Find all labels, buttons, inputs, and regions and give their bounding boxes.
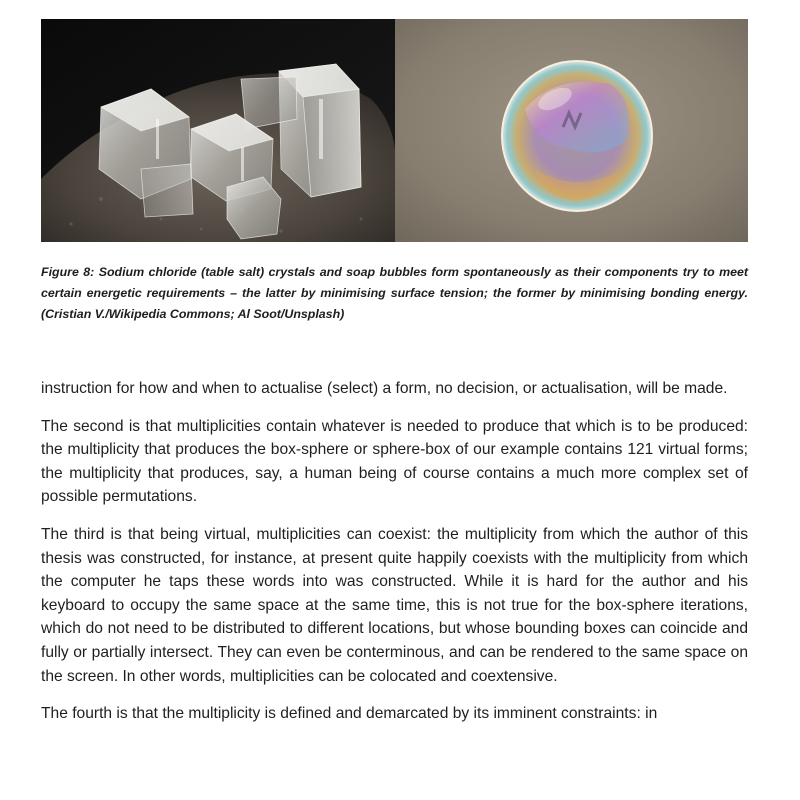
soap-bubble-photo xyxy=(395,19,748,242)
body-text xyxy=(41,377,748,740)
figure-caption: Figure 8: Sodium chloride (table salt) crystals and soap bubbles form spontaneously as their components try to meet certain energetic requirements – the latter by minimising surface tension; the former by minimising bonding energy. (Cristian V./Wikipedia Commons; Al Soot/Unsplash) xyxy=(41,265,748,321)
paragraph: The third is that being virtual, multiplicities can coexist: the multiplicity from which the author of this thesis was constructed, for instance, at present quite happily coexists with the multiplicity from which the computer he taps these words into was constructed. While it is hard for the author and his keyboard to occupy the same space at the same time, this is not true for the box-sphere iterations, which do not need to be distributed to different locations, but whose bounding boxes can coincide and fully or partially intersect. They can even be conterminous, and can be rendered to the same space on the screen. In other words, multiplicities can be colocated and coextensive. xyxy=(41,525,748,685)
salt-crystals-photo xyxy=(41,19,395,242)
figure xyxy=(41,19,748,242)
paragraph: instruction for how and when to actualise (select) a form, no decision, or actualisation, will be made. xyxy=(41,380,728,397)
paragraph: The second is that multiplicities contain whatever is needed to produce that which is to be produced: the multiplicity that produces the box-sphere or sphere-box of our example contains 121 virtual forms; the multiplicity that produces, say, a human being of course contains a much more complex set of possible permutations. xyxy=(41,417,748,506)
paragraph: The fourth is that the multiplicity is defined and demarcated by its imminent constraints: in xyxy=(41,705,658,723)
